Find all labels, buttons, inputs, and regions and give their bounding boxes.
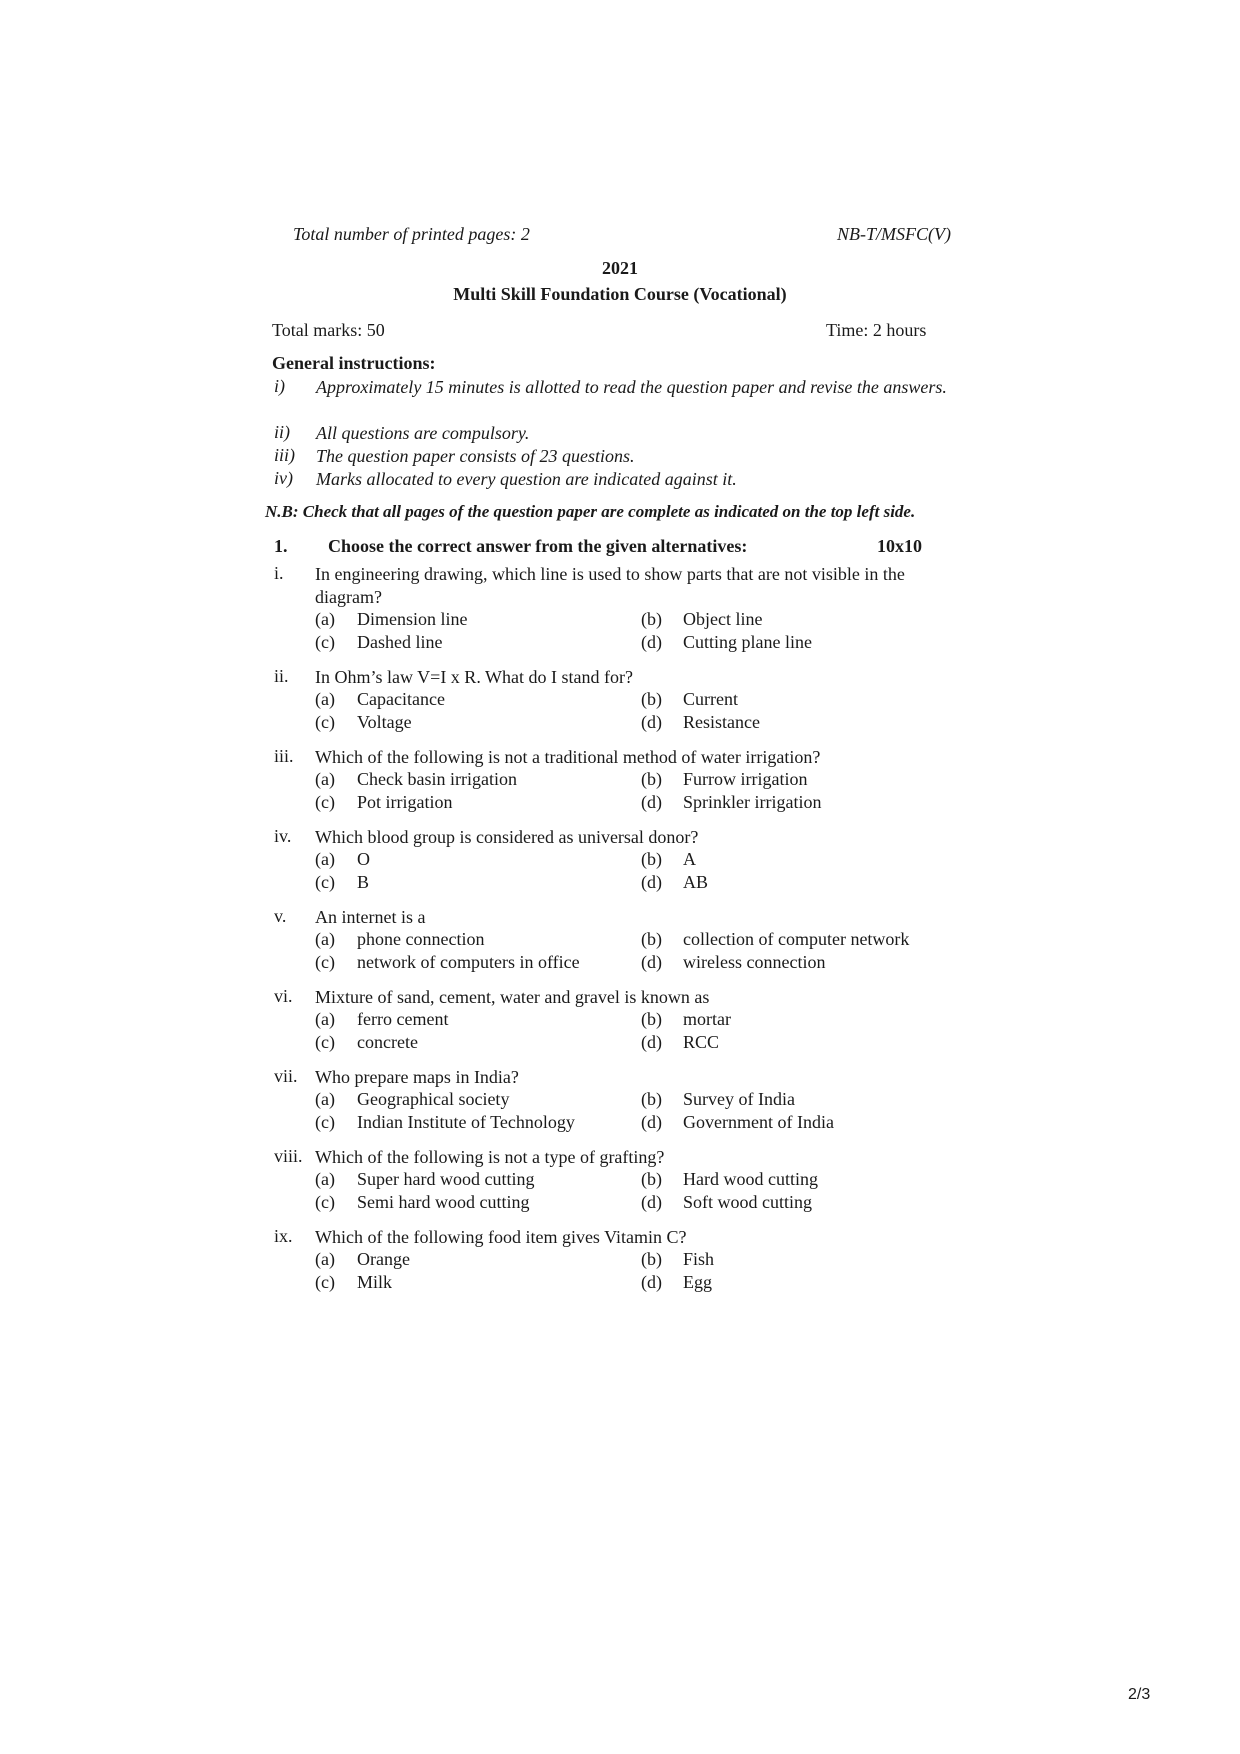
option-label: (b) [641, 849, 662, 869]
nb-note: N.B: Check that all pages of the question paper are complete as indicated on the top left side. [265, 502, 916, 521]
option [315, 1009, 448, 1030]
option-label: (b) [641, 689, 662, 709]
option-text: Super hard wood cutting [357, 1169, 535, 1189]
option-text: Check basin irrigation [357, 769, 517, 789]
option [315, 1032, 418, 1053]
question-number: viii. [274, 1146, 303, 1166]
question-text: An internet is a [315, 907, 426, 927]
section-marks: 10x10 [877, 536, 922, 556]
option-text: Furrow irrigation [683, 769, 808, 789]
option [315, 609, 468, 630]
section-number: 1. [274, 536, 288, 556]
option-text: Sprinkler irrigation [683, 792, 822, 812]
option-text: Soft wood cutting [683, 1192, 812, 1212]
instruction-text: All questions are compulsory. [316, 423, 530, 443]
option-text: Orange [357, 1249, 410, 1269]
instructions-heading: General instructions: [272, 353, 436, 373]
option-text: Egg [683, 1272, 712, 1292]
question-text: Which of the following is not a traditional method of water irrigation? [315, 747, 821, 767]
option-text: Dashed line [357, 632, 443, 652]
option [641, 1089, 795, 1110]
instruction-number: iv) [274, 468, 293, 488]
option-text: Object line [683, 609, 763, 629]
option-label: (b) [641, 1169, 662, 1189]
option-label: (d) [641, 792, 662, 812]
option-label: (c) [315, 1192, 335, 1212]
option-label: (c) [315, 632, 335, 652]
option-label: (a) [315, 849, 335, 869]
option-label: (b) [641, 769, 662, 789]
option [315, 1112, 575, 1133]
option-label: (a) [315, 1249, 335, 1269]
option [315, 632, 442, 653]
total-marks: Total marks: 50 [272, 320, 385, 340]
option-label: (d) [641, 1032, 662, 1052]
option-label: (b) [641, 929, 662, 949]
question-number: vi. [274, 986, 293, 1006]
option [315, 1272, 392, 1293]
option-label: (c) [315, 872, 335, 892]
question-number: vii. [274, 1066, 298, 1086]
option-label: (d) [641, 1192, 662, 1212]
option [641, 1272, 712, 1293]
option-text: Current [683, 689, 738, 709]
paper-code: NB-T/MSFC(V) [837, 224, 951, 244]
option [315, 712, 412, 733]
option-text: wireless connection [683, 952, 826, 972]
option-label: (d) [641, 952, 662, 972]
option-text: mortar [683, 1009, 731, 1029]
course-title: Multi Skill Foundation Course (Vocational) [453, 284, 787, 304]
instruction-text: Marks allocated to every question are indicated against it. [316, 469, 737, 489]
option-text: Pot irrigation [357, 792, 453, 812]
option-text: Semi hard wood cutting [357, 1192, 530, 1212]
option-text: B [357, 872, 370, 892]
option [315, 952, 580, 973]
option [641, 712, 760, 733]
option-text: network of computers in office [357, 952, 580, 972]
option-text: Survey of India [683, 1089, 795, 1109]
option [315, 792, 453, 813]
question-number: ix. [274, 1226, 293, 1246]
option-text: ferro cement [357, 1009, 449, 1029]
option [315, 1192, 529, 1213]
option [315, 872, 369, 893]
option [641, 689, 738, 710]
option [315, 929, 484, 950]
option-text: Resistance [683, 712, 760, 732]
option [315, 849, 370, 870]
question-number: ii. [274, 666, 289, 686]
option [641, 1249, 714, 1270]
question-text: Which of the following food item gives Vitamin C? [315, 1227, 687, 1247]
question-text: Which of the following is not a type of grafting? [315, 1147, 665, 1167]
question-number: iii. [274, 746, 294, 766]
option-label: (c) [315, 712, 335, 732]
option-label: (c) [315, 1112, 335, 1132]
option-label: (a) [315, 609, 335, 629]
option [641, 1032, 719, 1053]
question-text: Which blood group is considered as universal donor? [315, 827, 699, 847]
page-number: 2/3 [1128, 1686, 1151, 1703]
option [641, 1112, 834, 1133]
option-label: (d) [641, 1112, 662, 1132]
option [641, 792, 821, 813]
option-label: (a) [315, 1089, 335, 1109]
option [641, 1192, 812, 1213]
option [641, 872, 708, 893]
time-allowed: Time: 2 hours [826, 320, 927, 340]
option-label: (a) [315, 769, 335, 789]
option-text: Geographical society [357, 1089, 510, 1109]
option-label: (a) [315, 689, 335, 709]
option-text: Dimension line [357, 609, 468, 629]
printed-pages-note: Total number of printed pages: 2 [293, 224, 530, 244]
option-label: (a) [315, 1169, 335, 1189]
question-text: Mixture of sand, cement, water and gravel is known as [315, 987, 710, 1007]
option-label: (d) [641, 712, 662, 732]
option [641, 929, 909, 950]
instruction-text: Approximately 15 minutes is allotted to read the question paper and revise the answers. [316, 377, 947, 397]
option-label: (b) [641, 1089, 662, 1109]
option-label: (a) [315, 1009, 335, 1029]
section-title: Choose the correct answer from the given alternatives: [328, 536, 748, 556]
option-text: phone connection [357, 929, 485, 949]
option [641, 609, 762, 630]
instruction-text: The question paper consists of 23 questions. [316, 446, 635, 466]
option-text: Fish [683, 1249, 715, 1269]
question-text: Who prepare maps in India? [315, 1067, 519, 1087]
option [641, 1009, 731, 1030]
option-text: concrete [357, 1032, 418, 1052]
option-text: Indian Institute of Technology [357, 1112, 575, 1132]
option-text: AB [683, 872, 709, 892]
option-text: Government of India [683, 1112, 834, 1132]
option-text: Cutting plane line [683, 632, 812, 652]
option [315, 1169, 534, 1190]
option-label: (b) [641, 1009, 662, 1029]
option [315, 1089, 509, 1110]
option-label: (d) [641, 1272, 662, 1292]
option-label: (c) [315, 1032, 335, 1052]
option [641, 849, 696, 870]
question-text: In engineering drawing, which line is used to show parts that are not visible in the diagram? [315, 564, 905, 607]
option [641, 952, 825, 973]
option [641, 769, 807, 790]
option-label: (c) [315, 1272, 335, 1292]
option [315, 1249, 410, 1270]
instruction-number: i) [274, 376, 285, 396]
option-label: (d) [641, 632, 662, 652]
option-text: Voltage [357, 712, 412, 732]
option-label: (b) [641, 1249, 662, 1269]
question-number: iv. [274, 826, 292, 846]
option-text: collection of computer network [683, 929, 910, 949]
option-label: (c) [315, 952, 335, 972]
option-text: Milk [357, 1272, 393, 1292]
instruction-number: iii) [274, 445, 295, 465]
question-number: v. [274, 906, 287, 926]
option-text: Capacitance [357, 689, 445, 709]
option [315, 689, 445, 710]
option-label: (b) [641, 609, 662, 629]
option [315, 769, 517, 790]
exam-year: 2021 [602, 258, 638, 278]
option-text: Hard wood cutting [683, 1169, 818, 1189]
instruction-number: ii) [274, 422, 290, 442]
option-label: (a) [315, 929, 335, 949]
option [641, 632, 812, 653]
option-text: A [683, 849, 696, 869]
option-label: (d) [641, 872, 662, 892]
option [641, 1169, 818, 1190]
option-text: RCC [683, 1032, 720, 1052]
question-text: In Ohm’s law V=I x R. What do I stand for? [315, 667, 633, 687]
question-number: i. [274, 563, 284, 583]
option-label: (c) [315, 792, 335, 812]
option-text: O [357, 849, 370, 869]
